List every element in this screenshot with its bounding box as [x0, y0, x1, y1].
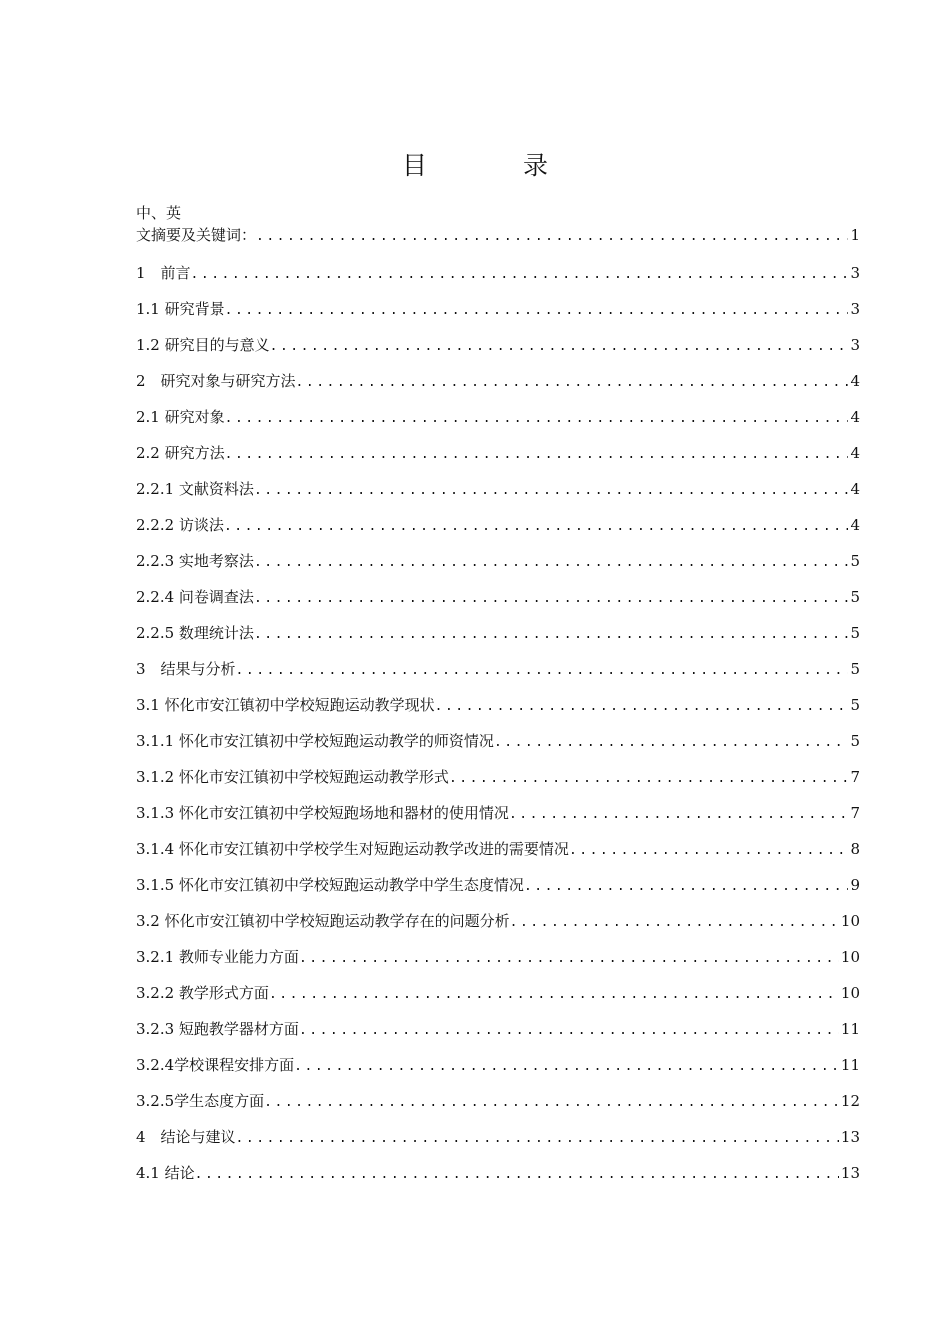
toc-entry-label: 3.2.4学校课程安排方面	[136, 1056, 295, 1074]
toc-page-number: 11	[840, 1056, 860, 1074]
toc-page-number: 3	[850, 300, 860, 318]
toc-entry-label: 3.1 怀化市安江镇初中学校短跑运动教学现状	[136, 696, 435, 714]
toc-page-number: 10	[840, 912, 860, 930]
toc-entry[interactable]	[136, 1083, 860, 1119]
dot-leader	[494, 725, 849, 761]
dot-leader	[510, 905, 839, 941]
toc-page-number: 5	[850, 660, 860, 678]
toc-page-number: 4	[850, 480, 860, 498]
toc-page-number: 3	[850, 264, 860, 282]
dot-leader	[224, 509, 849, 545]
toc-page-number: 4	[850, 372, 860, 390]
toc-page-number: 10	[840, 984, 860, 1002]
toc-entry-label: 2.1 研究对象	[136, 408, 225, 426]
toc-page-number: 7	[850, 804, 860, 822]
toc-entry[interactable]	[136, 291, 860, 327]
toc-entry-label: 2 研究对象与研究方法	[136, 372, 296, 390]
toc-entry-label: 2.2 研究方法	[136, 444, 225, 462]
toc-page-number: 4	[850, 444, 860, 462]
dot-leader	[225, 437, 849, 473]
toc-page-number: 12	[840, 1092, 860, 1110]
toc-entry-label: 3.2 怀化市安江镇初中学校短跑运动教学存在的问题分析	[136, 912, 510, 930]
toc-page-number: 10	[840, 948, 860, 966]
dot-leader	[254, 581, 849, 617]
toc-entry[interactable]	[136, 687, 860, 723]
toc-page-number: 8	[850, 840, 860, 858]
toc-entry-label: 3.1.4 怀化市安江镇初中学校学生对短跑运动教学改进的需要情况	[136, 840, 569, 858]
toc-entry[interactable]	[136, 327, 860, 363]
toc-entry-label: 3.2.2 教学形式方面	[136, 984, 269, 1002]
dot-leader	[236, 1121, 839, 1157]
toc-page-number: 4	[850, 408, 860, 426]
toc-entry[interactable]	[136, 543, 860, 579]
toc-page-number: 5	[850, 552, 860, 570]
toc-entry[interactable]	[136, 435, 860, 471]
toc-entry-label: 3.1.1 怀化市安江镇初中学校短跑运动教学的师资情况	[136, 732, 494, 750]
toc-entry[interactable]	[136, 903, 860, 939]
toc-entry[interactable]	[136, 831, 860, 867]
dot-leader	[225, 293, 849, 329]
dot-leader	[256, 225, 848, 249]
toc-entry[interactable]	[136, 975, 860, 1011]
toc-entry-label: 4.1 结论	[136, 1164, 195, 1182]
dot-leader	[569, 833, 849, 869]
toc-page-number: 5	[850, 624, 860, 642]
toc-entry-label: 3.1.2 怀化市安江镇初中学校短跑运动教学形式	[136, 768, 449, 786]
toc-page-number: 5	[850, 732, 860, 750]
toc-entry-label: 2.2.4 问卷调查法	[136, 588, 254, 606]
toc-page-number: 3	[850, 336, 860, 354]
toc-entry-label: 4 结论与建议	[136, 1128, 236, 1146]
toc-entry-label: 3.2.5学生态度方面	[136, 1092, 265, 1110]
toc-page-number: 9	[850, 876, 860, 894]
toc-entry-label: 1 前言	[136, 264, 191, 282]
toc-entry-label: 1.2 研究目的与意义	[136, 336, 270, 354]
table-of-contents	[136, 203, 860, 1191]
toc-entry[interactable]	[136, 615, 860, 651]
dot-leader	[269, 977, 839, 1013]
dot-leader	[254, 617, 849, 653]
toc-entry[interactable]	[136, 795, 860, 831]
dot-leader	[195, 1157, 839, 1193]
toc-entry-label: 3.1.3 怀化市安江镇初中学校短跑场地和器材的使用情况	[136, 804, 509, 822]
dot-leader	[264, 1085, 839, 1121]
toc-page-number: 13	[840, 1164, 860, 1182]
toc-entry-label: 2.2.5 数理统计法	[136, 624, 254, 642]
toc-entry-label: 1.1 研究背景	[136, 300, 225, 318]
dot-leader	[449, 761, 849, 797]
toc-entry[interactable]	[136, 579, 860, 615]
toc-page-number: 1	[850, 226, 860, 244]
dot-leader	[236, 653, 849, 689]
toc-entry[interactable]	[136, 867, 860, 903]
dot-leader	[524, 869, 849, 905]
dot-leader	[296, 365, 849, 401]
toc-entry[interactable]	[136, 363, 860, 399]
toc-entry[interactable]	[136, 399, 860, 435]
toc-entry[interactable]	[136, 1119, 860, 1155]
toc-page-number: 5	[850, 696, 860, 714]
toc-entry[interactable]	[136, 223, 860, 247]
page-title: 目 录	[402, 151, 592, 180]
dot-leader	[270, 329, 849, 365]
dot-leader	[225, 401, 849, 437]
toc-entry-label: 2.2.1 文献资料法	[136, 480, 254, 498]
toc-entry[interactable]	[136, 939, 860, 975]
dot-leader	[191, 257, 849, 293]
toc-entry-label: 2.2.2 访谈法	[136, 516, 224, 534]
toc-entry[interactable]	[136, 723, 860, 759]
toc-page-number: 5	[850, 588, 860, 606]
toc-page-number: 11	[840, 1020, 860, 1038]
dot-leader	[254, 473, 849, 509]
toc-page-number: 13	[840, 1128, 860, 1146]
toc-page-number: 4	[850, 516, 860, 534]
toc-entry-label: 文摘要及关键词：	[136, 226, 257, 244]
dot-leader	[299, 1013, 839, 1049]
toc-entry-label: 3 结果与分析	[136, 660, 236, 678]
toc-entry[interactable]	[136, 507, 860, 543]
toc-entry[interactable]	[136, 1047, 860, 1083]
toc-entry[interactable]	[136, 1155, 860, 1191]
dot-leader	[254, 545, 849, 581]
toc-entry[interactable]	[136, 651, 860, 687]
toc-page-number: 7	[850, 768, 860, 786]
toc-entry[interactable]	[136, 1011, 860, 1047]
dot-leader	[435, 689, 849, 725]
toc-entry-prefix: 中、英	[136, 204, 182, 222]
dot-leader	[294, 1049, 839, 1085]
dot-leader	[509, 797, 849, 833]
dot-leader	[299, 941, 839, 977]
toc-entry[interactable]	[136, 759, 860, 795]
toc-entry-label: 2.2.3 实地考察法	[136, 552, 254, 570]
toc-entry-label: 3.1.5 怀化市安江镇初中学校短跑运动教学中学生态度情况	[136, 876, 524, 894]
toc-entry-label: 3.2.3 短跑教学器材方面	[136, 1020, 299, 1038]
toc-entry-label: 3.2.1 教师专业能力方面	[136, 948, 299, 966]
toc-entry[interactable]	[136, 471, 860, 507]
toc-entry[interactable]	[136, 255, 860, 291]
